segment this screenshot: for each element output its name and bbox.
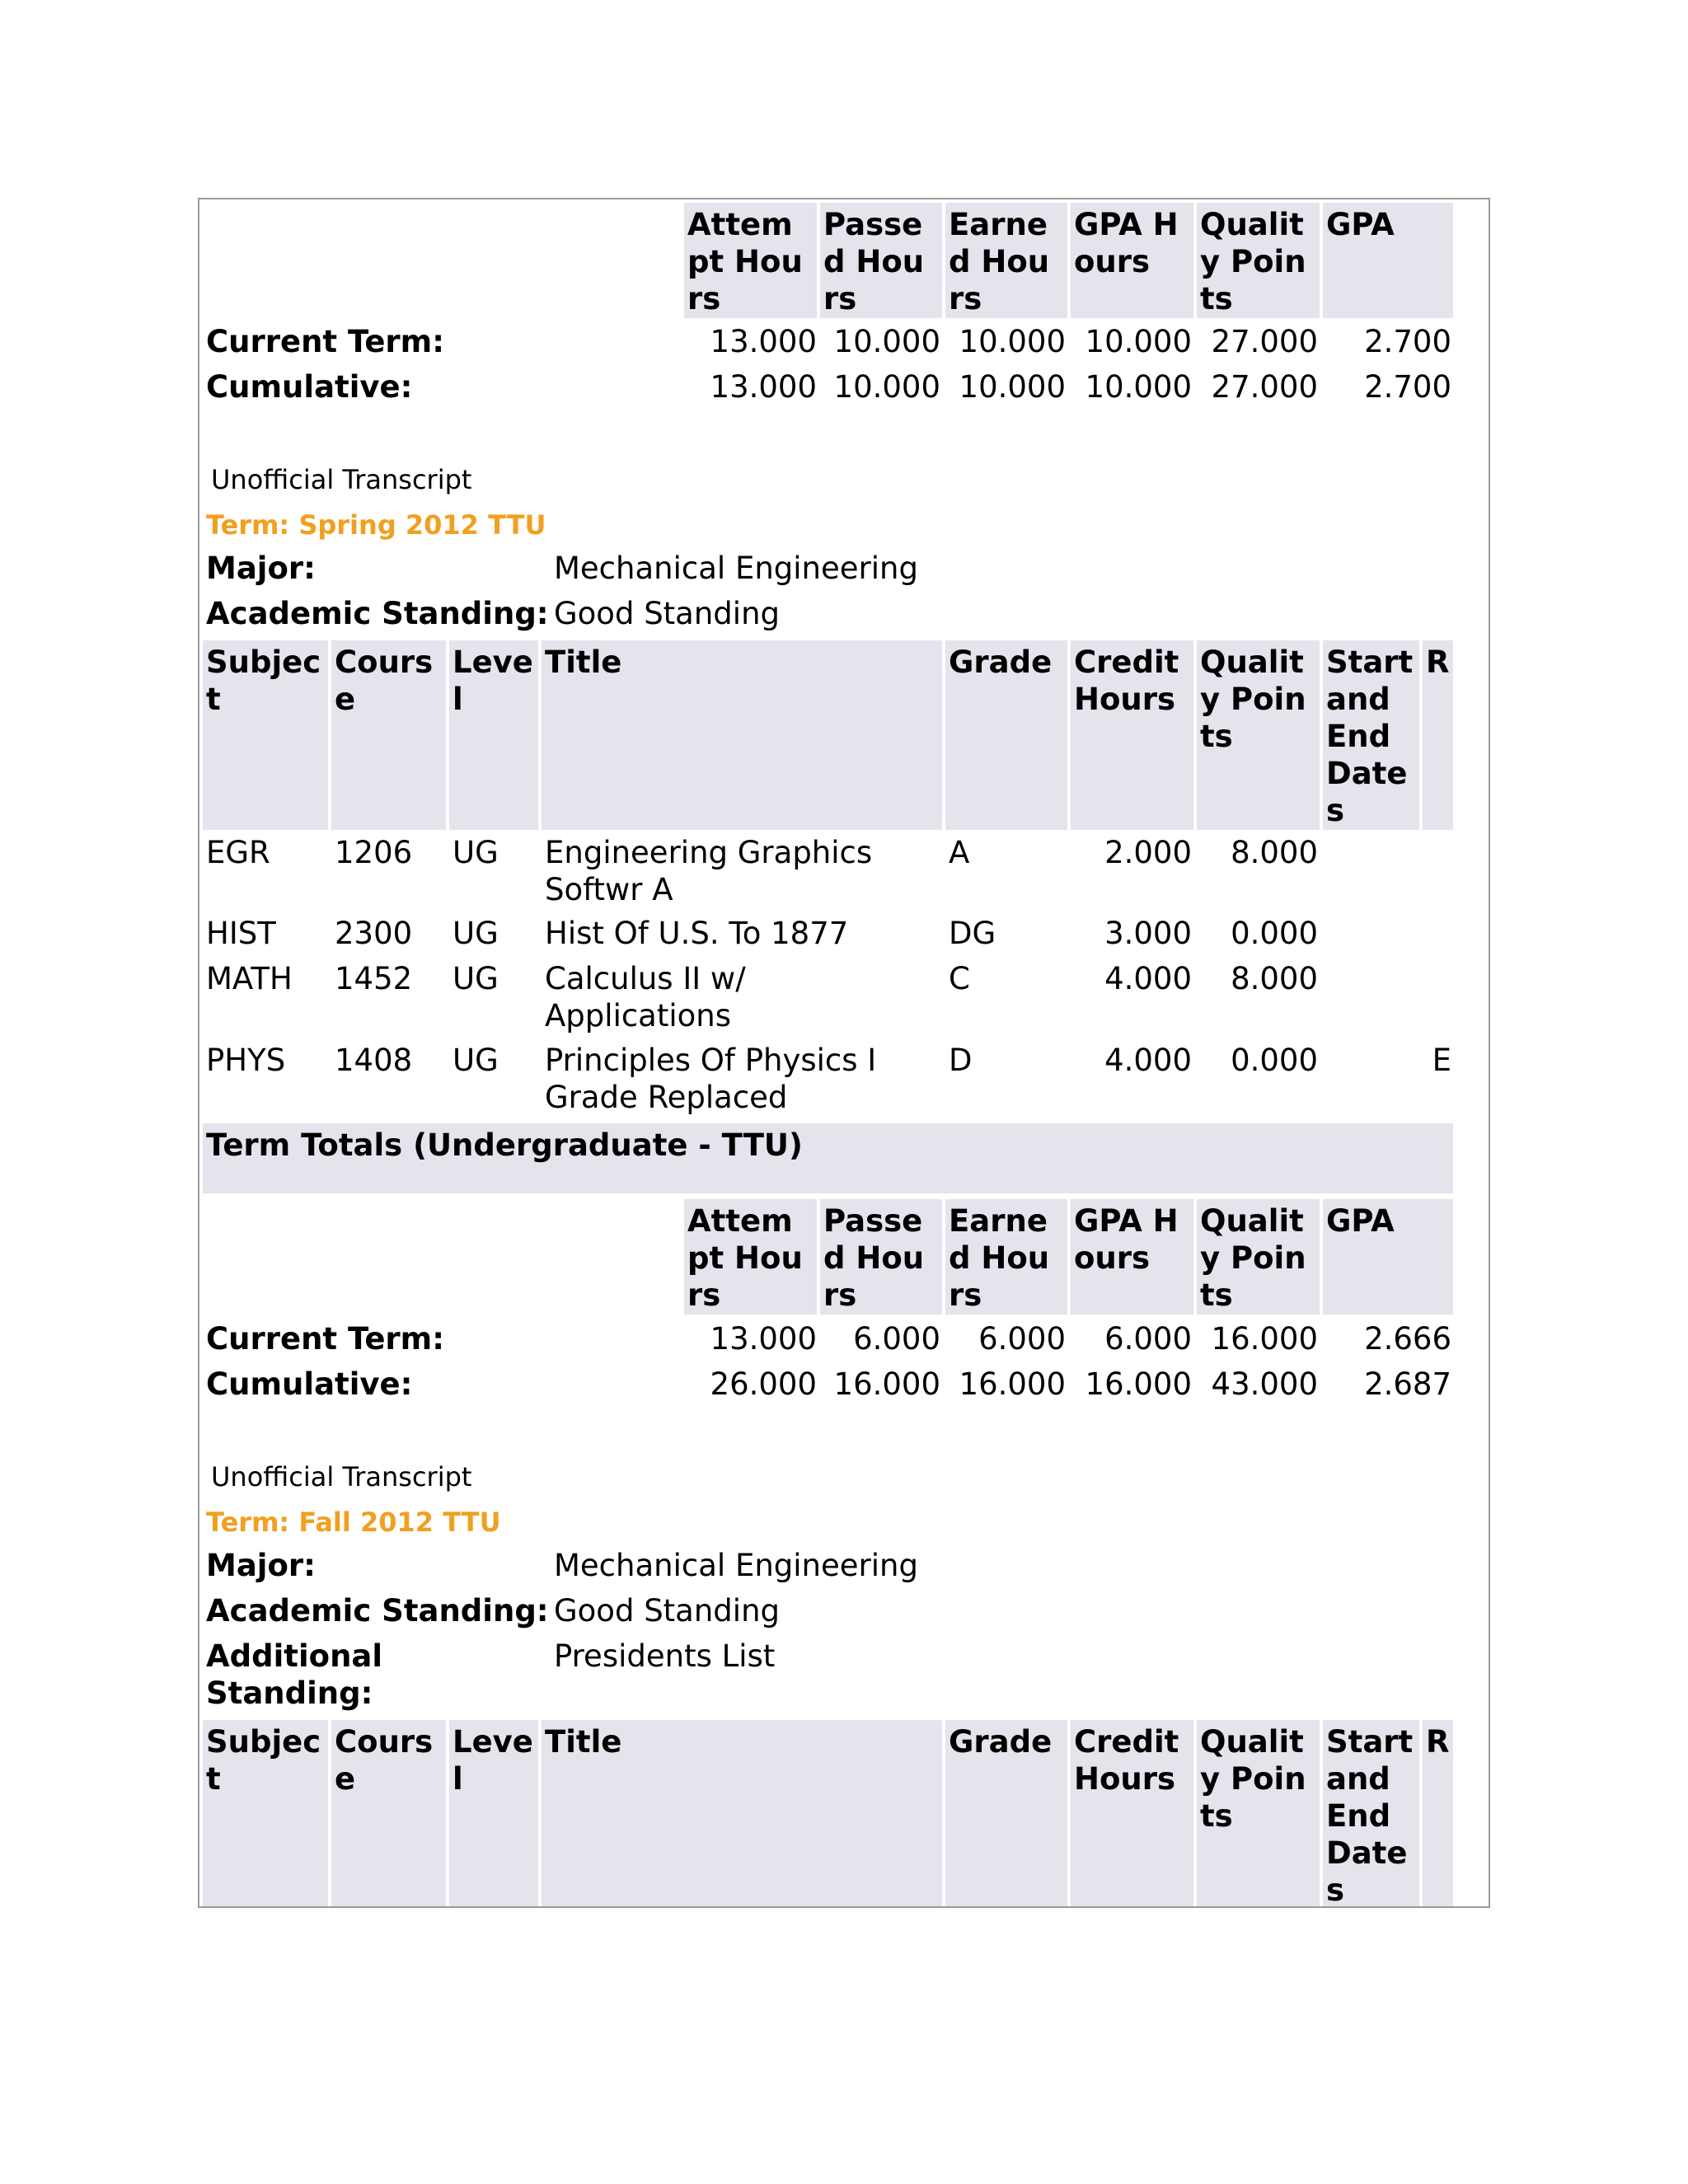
- cumulative-earned-hours: 16.000: [959, 1366, 1066, 1402]
- col-header-start-end-dates: Start and End Dates: [1323, 1720, 1419, 1908]
- course-credit-hours: 3.000: [1104, 916, 1192, 951]
- course-subject: HIST: [206, 916, 276, 951]
- col-header-course: Course: [331, 1720, 446, 1908]
- cumulative-gpa-hours: 10.000: [1085, 369, 1192, 405]
- major-value: Mechanical Engineering: [554, 1548, 918, 1583]
- current-quality-points: 27.000: [1211, 324, 1318, 359]
- course-level: UG: [452, 916, 499, 951]
- course-grade: A: [949, 835, 970, 870]
- col-header-quality-points: Quality Points: [1197, 1199, 1320, 1315]
- current-gpa-hours: 6.000: [1104, 1321, 1192, 1357]
- course-subject: PHYS: [206, 1043, 286, 1078]
- academic-standing-value: Good Standing: [554, 1593, 781, 1629]
- col-header-title: Title: [542, 640, 942, 830]
- major-label: Major:: [206, 1548, 316, 1583]
- cumulative-quality-points: 27.000: [1211, 369, 1318, 405]
- course-grade: D: [949, 1043, 973, 1078]
- col-header-credit-hours: Credit Hours: [1071, 640, 1193, 830]
- col-header-grade: Grade: [945, 1720, 1067, 1908]
- col-header-quality-points: Quality Points: [1197, 203, 1320, 318]
- cumulative-passed-hours: 10.000: [833, 369, 940, 405]
- current-attempt-hours: 13.000: [710, 324, 817, 359]
- col-header-gpa: GPA: [1323, 203, 1453, 318]
- course-quality-points: 0.000: [1231, 916, 1318, 951]
- course-grade: DG: [949, 916, 996, 951]
- unofficial-transcript-caption: Unofficial Transcript: [211, 1461, 472, 1493]
- course-title: Hist Of U.S. To 1877: [545, 916, 849, 951]
- current-quality-points: 16.000: [1211, 1321, 1318, 1357]
- cumulative-label: Cumulative:: [206, 1366, 413, 1402]
- col-header-subject: Subject: [203, 640, 328, 830]
- cumulative-gpa: 2.700: [1364, 369, 1451, 405]
- current-attempt-hours: 13.000: [710, 1321, 817, 1357]
- cumulative-gpa: 2.687: [1364, 1366, 1451, 1402]
- col-header-course: Course: [331, 640, 446, 830]
- additional-standing-label: Additional Standing:: [206, 1638, 383, 1711]
- col-header-level: Level: [449, 1720, 538, 1908]
- academic-standing-label: Academic Standing:: [206, 1593, 549, 1629]
- course-credit-hours: 2.000: [1104, 835, 1192, 870]
- course-r: E: [1432, 1043, 1451, 1078]
- course-number: 1206: [335, 835, 413, 870]
- additional-standing-value: Presidents List: [554, 1638, 776, 1674]
- cumulative-label: Cumulative:: [206, 369, 413, 405]
- col-header-credit-hours: Credit Hours: [1071, 1720, 1193, 1908]
- current-earned-hours: 6.000: [978, 1321, 1066, 1357]
- col-header-grade: Grade: [945, 640, 1067, 830]
- academic-standing-label: Academic Standing:: [206, 596, 549, 631]
- course-credit-hours: 4.000: [1104, 1043, 1192, 1078]
- col-header-quality-points: Quality Points: [1197, 640, 1320, 830]
- current-earned-hours: 10.000: [959, 324, 1066, 359]
- course-subject: EGR: [206, 835, 270, 870]
- term-title: Term: Fall 2012 TTU: [206, 1507, 501, 1538]
- course-quality-points: 8.000: [1231, 961, 1318, 996]
- current-passed-hours: 10.000: [833, 324, 940, 359]
- cumulative-attempt-hours: 13.000: [710, 369, 817, 405]
- major-value: Mechanical Engineering: [554, 551, 918, 586]
- course-subject: MATH: [206, 961, 293, 996]
- course-title: Engineering Graphics Softwr A: [545, 835, 873, 907]
- course-title: Principles Of Physics I Grade Replaced: [545, 1043, 877, 1115]
- course-quality-points: 0.000: [1231, 1043, 1318, 1078]
- col-header-earned-hours: Earned Hours: [945, 1199, 1067, 1315]
- current-gpa: 2.666: [1364, 1321, 1451, 1357]
- course-quality-points: 8.000: [1231, 835, 1318, 870]
- col-header-attempt-hours: Attempt Hours: [684, 203, 817, 318]
- col-header-attempt-hours: Attempt Hours: [684, 1199, 817, 1315]
- course-credit-hours: 4.000: [1104, 961, 1192, 996]
- course-grade: C: [949, 961, 970, 996]
- course-level: UG: [452, 1043, 499, 1078]
- col-header-passed-hours: Passed Hours: [820, 203, 942, 318]
- cumulative-gpa-hours: 16.000: [1085, 1366, 1192, 1402]
- course-number: 2300: [335, 916, 413, 951]
- col-header-gpa-hours: GPA Hours: [1071, 1199, 1193, 1315]
- cumulative-earned-hours: 10.000: [959, 369, 1066, 405]
- col-header-r: R: [1423, 640, 1453, 830]
- col-header-gpa: GPA: [1323, 1199, 1453, 1315]
- major-label: Major:: [206, 551, 316, 586]
- current-gpa: 2.700: [1364, 324, 1451, 359]
- col-header-level: Level: [449, 640, 538, 830]
- col-header-earned-hours: Earned Hours: [945, 203, 1067, 318]
- current-gpa-hours: 10.000: [1085, 324, 1192, 359]
- cumulative-quality-points: 43.000: [1211, 1366, 1318, 1402]
- current-term-label: Current Term:: [206, 1321, 445, 1357]
- current-term-label: Current Term:: [206, 324, 445, 359]
- term-title: Term: Spring 2012 TTU: [206, 509, 546, 541]
- col-header-subject: Subject: [203, 1720, 328, 1908]
- col-header-passed-hours: Passed Hours: [820, 1199, 942, 1315]
- course-level: UG: [452, 961, 499, 996]
- course-title: Calculus II w/ Applications: [545, 961, 746, 1033]
- col-header-title: Title: [542, 1720, 942, 1908]
- course-level: UG: [452, 835, 499, 870]
- course-number: 1452: [335, 961, 413, 996]
- course-number: 1408: [335, 1043, 413, 1078]
- col-header-start-end-dates: Start and End Dates: [1323, 640, 1419, 830]
- unofficial-transcript-caption: Unofficial Transcript: [211, 464, 472, 495]
- cumulative-passed-hours: 16.000: [833, 1366, 940, 1402]
- col-header-r: R: [1423, 1720, 1453, 1908]
- transcript-frame: [198, 198, 1490, 1908]
- col-header-quality-points: Quality Points: [1197, 1720, 1320, 1908]
- col-header-gpa-hours: GPA Hours: [1071, 203, 1193, 318]
- current-passed-hours: 6.000: [853, 1321, 940, 1357]
- academic-standing-value: Good Standing: [554, 596, 781, 631]
- cumulative-attempt-hours: 26.000: [710, 1366, 817, 1402]
- term-totals-label: Term Totals (Undergraduate - TTU): [206, 1127, 803, 1163]
